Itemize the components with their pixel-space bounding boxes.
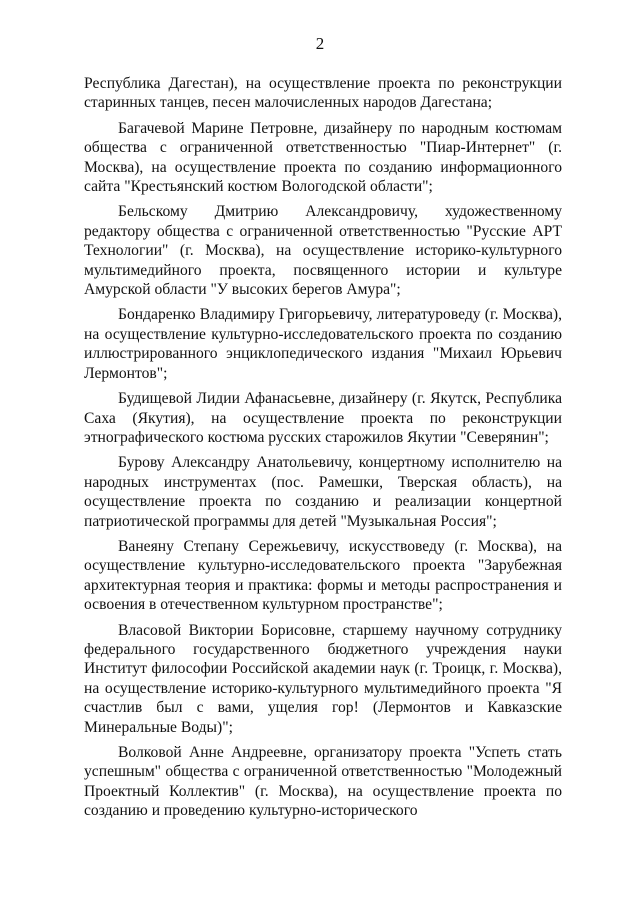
paragraph-continuation: Республика Дагестан), на осуществление проекта по реконструкции старинных танцев, песен малочисленных народов Дагестана; — [84, 75, 562, 112]
paragraph-bondarenko: Бондаренко Владимиру Григорьевичу, литературоведу (г. Москва), на осуществление культурно-исследовательского проекта по созданию иллюстрированного энциклопедического издания "Михаил Юрьевич Лермонтов"; — [84, 306, 562, 382]
paragraph-belsky: Бельскому Дмитрию Александровичу, художественному редактору общества с ограниченной ответственностью "Русские АРТ Технологии" (г. Москва), на осуществление историко-культурного мультимедийного проекта, посвященного истории и культуре Амурской области "У высоких берегов Амура"; — [84, 203, 562, 299]
paragraph-budishcheva: Будищевой Лидии Афанасьевне, дизайнеру (г. Якутск, Республика Саха (Якутия), на осуществление проекта по реконструкции этнографического костюма русских старожилов Якутии "Северянин"; — [84, 390, 562, 446]
paragraph-vaneyan: Ванеяну Степану Сережьевичу, искусствоведу (г. Москва), на осуществление культурно-исследовательского проекта "Зарубежная архитектурная теория и практика: формы и методы распространения и освоения в отечественном культурном пространстве"; — [84, 537, 562, 614]
paragraph-vlasova: Власовой Виктории Борисовне, старшему научному сотруднику федерального государственного бюджетного учреждения науки Институт философии Российской академии наук (г. Троицк, г. Москва), на осуществление историко-культурного мультимедийного проекта "Я счастлив был с вами, ущелия гор! (Лермонтов и Кавказские Минеральные Воды)"; — [84, 621, 562, 736]
document-body — [84, 74, 562, 827]
page-number: 2 — [315, 34, 325, 53]
paragraph-bagacheva: Багачевой Марине Петровне, дизайнеру по народным костюмам общества с ограниченной ответственностью "Пиар-Интернет" (г. Москва), на осуществление проекта по созданию информационного сайта "Крестьянский костюм Вологодской области"; — [84, 119, 562, 196]
paragraph-burov: Бурову Александру Анатольевичу, концертному исполнителю на народных инструментах (пос. Рамешки, Тверская область), на осуществление проекта по созданию и реализации концертной патриотической программы для детей "Музыкальная Россия"; — [84, 454, 562, 530]
paragraph-volkova: Волковой Анне Андреевне, организатору проекта "Успеть стать успешным" общества с ограниченной ответственностью "Молодежный Проектный Коллектив" (г. Москва), на осуществление проекта по созданию и проведению культурно-исторического — [84, 744, 562, 820]
